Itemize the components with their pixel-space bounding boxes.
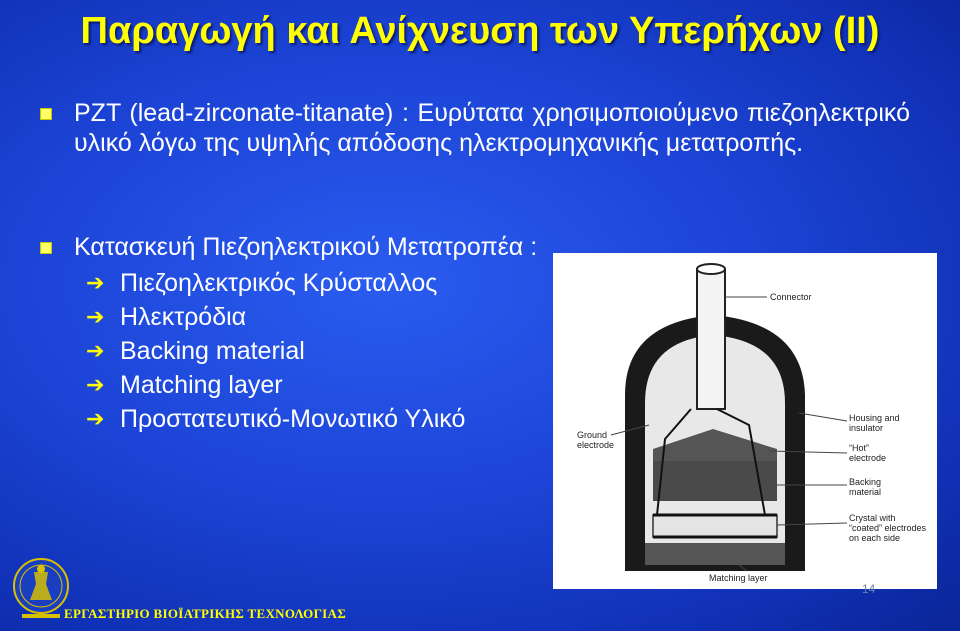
square-bullet-icon <box>40 108 52 120</box>
bullet-pzt <box>40 98 910 158</box>
page-number: 14 <box>862 582 876 596</box>
list-item-label: Πιεζοηλεκτρικός Κρύσταλλος <box>120 269 438 297</box>
list-item <box>86 266 465 300</box>
label-crystal-2: “coated” electrodes <box>849 523 927 533</box>
matching-layer <box>645 543 785 565</box>
label-crystal-1: Crystal with <box>849 513 896 523</box>
transducer-diagram <box>553 253 937 589</box>
label-ground-1: Ground <box>577 430 608 440</box>
component-list <box>86 266 465 436</box>
list-item-label: Backing material <box>120 337 305 365</box>
arrow-right-icon: ➔ <box>86 304 105 329</box>
label-ground-2: electrode <box>577 440 615 450</box>
label-matching: Matching layer <box>709 573 768 583</box>
arrow-right-icon: ➔ <box>86 270 105 295</box>
list-item <box>86 334 465 368</box>
square-bullet-icon <box>40 242 52 254</box>
label-crystal-3: on each side <box>849 533 901 543</box>
slide-title: Παραγωγή και Ανίχνευση των Υπερήχων (ΙΙ) <box>80 10 880 52</box>
university-seal-icon <box>12 556 70 622</box>
arrow-right-icon: ➔ <box>86 406 105 431</box>
bullet-pzt-text: PZT (lead-zirconate-titanate) : Ευρύτατα χρησιμοποιούμενο πιεζοηλεκτρικό υλικό λόγω της υψηλής απόδοσης ηλεκτρομηχανικής μετατροπής. <box>74 99 910 157</box>
connector-top <box>697 264 725 274</box>
lab-name: ΕΡΓΑΣΤΗΡΙΟ ΒΙΟΪΑΤΡΙΚΗΣ ΤΕΧΝΟΛΟΓΙΑΣ <box>64 606 347 621</box>
connector-tube <box>697 269 725 409</box>
list-item <box>86 300 465 334</box>
arrow-right-icon: ➔ <box>86 372 105 397</box>
transducer-diagram-svg <box>553 253 937 589</box>
crystal <box>653 515 777 537</box>
label-connector: Connector <box>770 292 812 302</box>
label-backing-1: Backing <box>849 477 882 487</box>
label-hot-2: electrode <box>849 453 887 463</box>
leader-housing <box>799 413 847 421</box>
list-item <box>86 368 465 402</box>
list-item-label: Ηλεκτρόδια <box>120 303 247 331</box>
label-backing-2: material <box>849 487 882 497</box>
arrow-right-icon: ➔ <box>86 338 105 363</box>
label-housing-2: insulator <box>849 423 884 433</box>
bullet-construction-text: Κατασκευή Πιεζοηλεκτρικού Μετατροπέα : <box>74 233 538 261</box>
list-item-label: Matching layer <box>120 371 283 399</box>
list-item <box>86 402 465 436</box>
list-item-label: Προστατευτικό-Μονωτικό Υλικό <box>120 405 466 433</box>
label-hot-1: “Hot” <box>849 443 869 453</box>
label-housing-1: Housing and <box>849 413 900 423</box>
